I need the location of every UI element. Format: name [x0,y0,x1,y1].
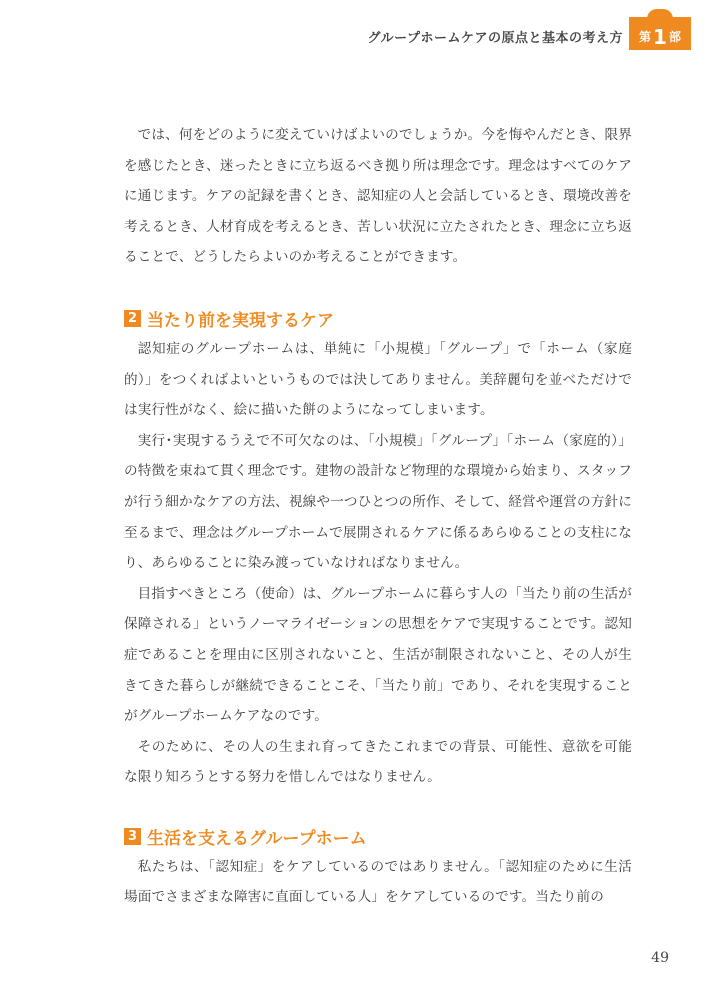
section-number-badge: 3 [124,828,141,845]
paragraph: 私たちは、「認知症」をケアしているのではありません。「認知症のために生活場面でさまざまな障害に直面している人」をケアしているのです。当たり前の [124,858,632,906]
part-prefix: 第 [639,30,652,44]
section-heading [124,822,632,852]
paragraph: では、何をどのように変えていけばよいのでしょうか。今を悔やんだとき、限界を感じたとき、迷ったときに立ち返るべき拠り所は理念です。理念はすべてのケアに通じます。ケアの記録を書くとき、認知症の人と会話しているとき、環境改善を考えるとき、人材育成を考えるとき、苦しい状況に立たされたとき、理念に立ち返ることで、どうしたらよいのか考えることができます。 [124,127,632,266]
section-title: 当たり前を実現するケア [147,311,334,332]
section-title: 生活を支えるグループホーム [147,829,367,850]
part-suffix: 部 [668,30,681,44]
running-header [368,17,691,50]
paragraph: 目指すべきところ（使命）は、グループホームに暮らす人の「当たり前の生活が保障される」というノーマライゼーションの思想をケアで実現することです。認知症であることを理由に区別されないこと、生活が制限されないこと、その人が生きてきた暮らしが継続できることこそ、「当たり前」であり、それを実現することがグループホームケアなのです。 [124,585,632,725]
section-number-badge: 2 [124,310,141,327]
part-number: 1 [653,25,667,49]
section-heading [124,304,632,334]
page-body [124,120,632,913]
paragraph: 実行･実現するうえで不可欠なのは、「小規模」「グループ」「ホーム（家庭的）」の特徴を束ねて貫く理念です。建物の設計など物理的な環境から始まり、スタッフが行う細かなケアの方法、視線や一つひとつの所作、そして、経営や運営の方針に至るまで、理念はグループホームで展開されるケアに係るあらゆることの支柱になり、あらゆることに染み渡っていなければなりません。 [124,432,632,572]
page-number: 49 [651,950,669,966]
paragraph: 認知症のグループホームは、単純に「小規模」「グループ」で「ホーム（家庭的）」をつくればよいというものでは決してありません。美辞麗句を並べただけでは実行性がなく、絵に描いた餅のようになってしまいます。 [124,340,632,419]
chapter-title: グループホームケアの原点と基本の考え方 [367,31,623,46]
part-badge [629,17,691,50]
paragraph: そのために、その人の生まれ育ってきたこれまでの背景、可能性、意欲を可能な限り知ろうとする努力を惜しんではなりません。 [124,738,632,786]
